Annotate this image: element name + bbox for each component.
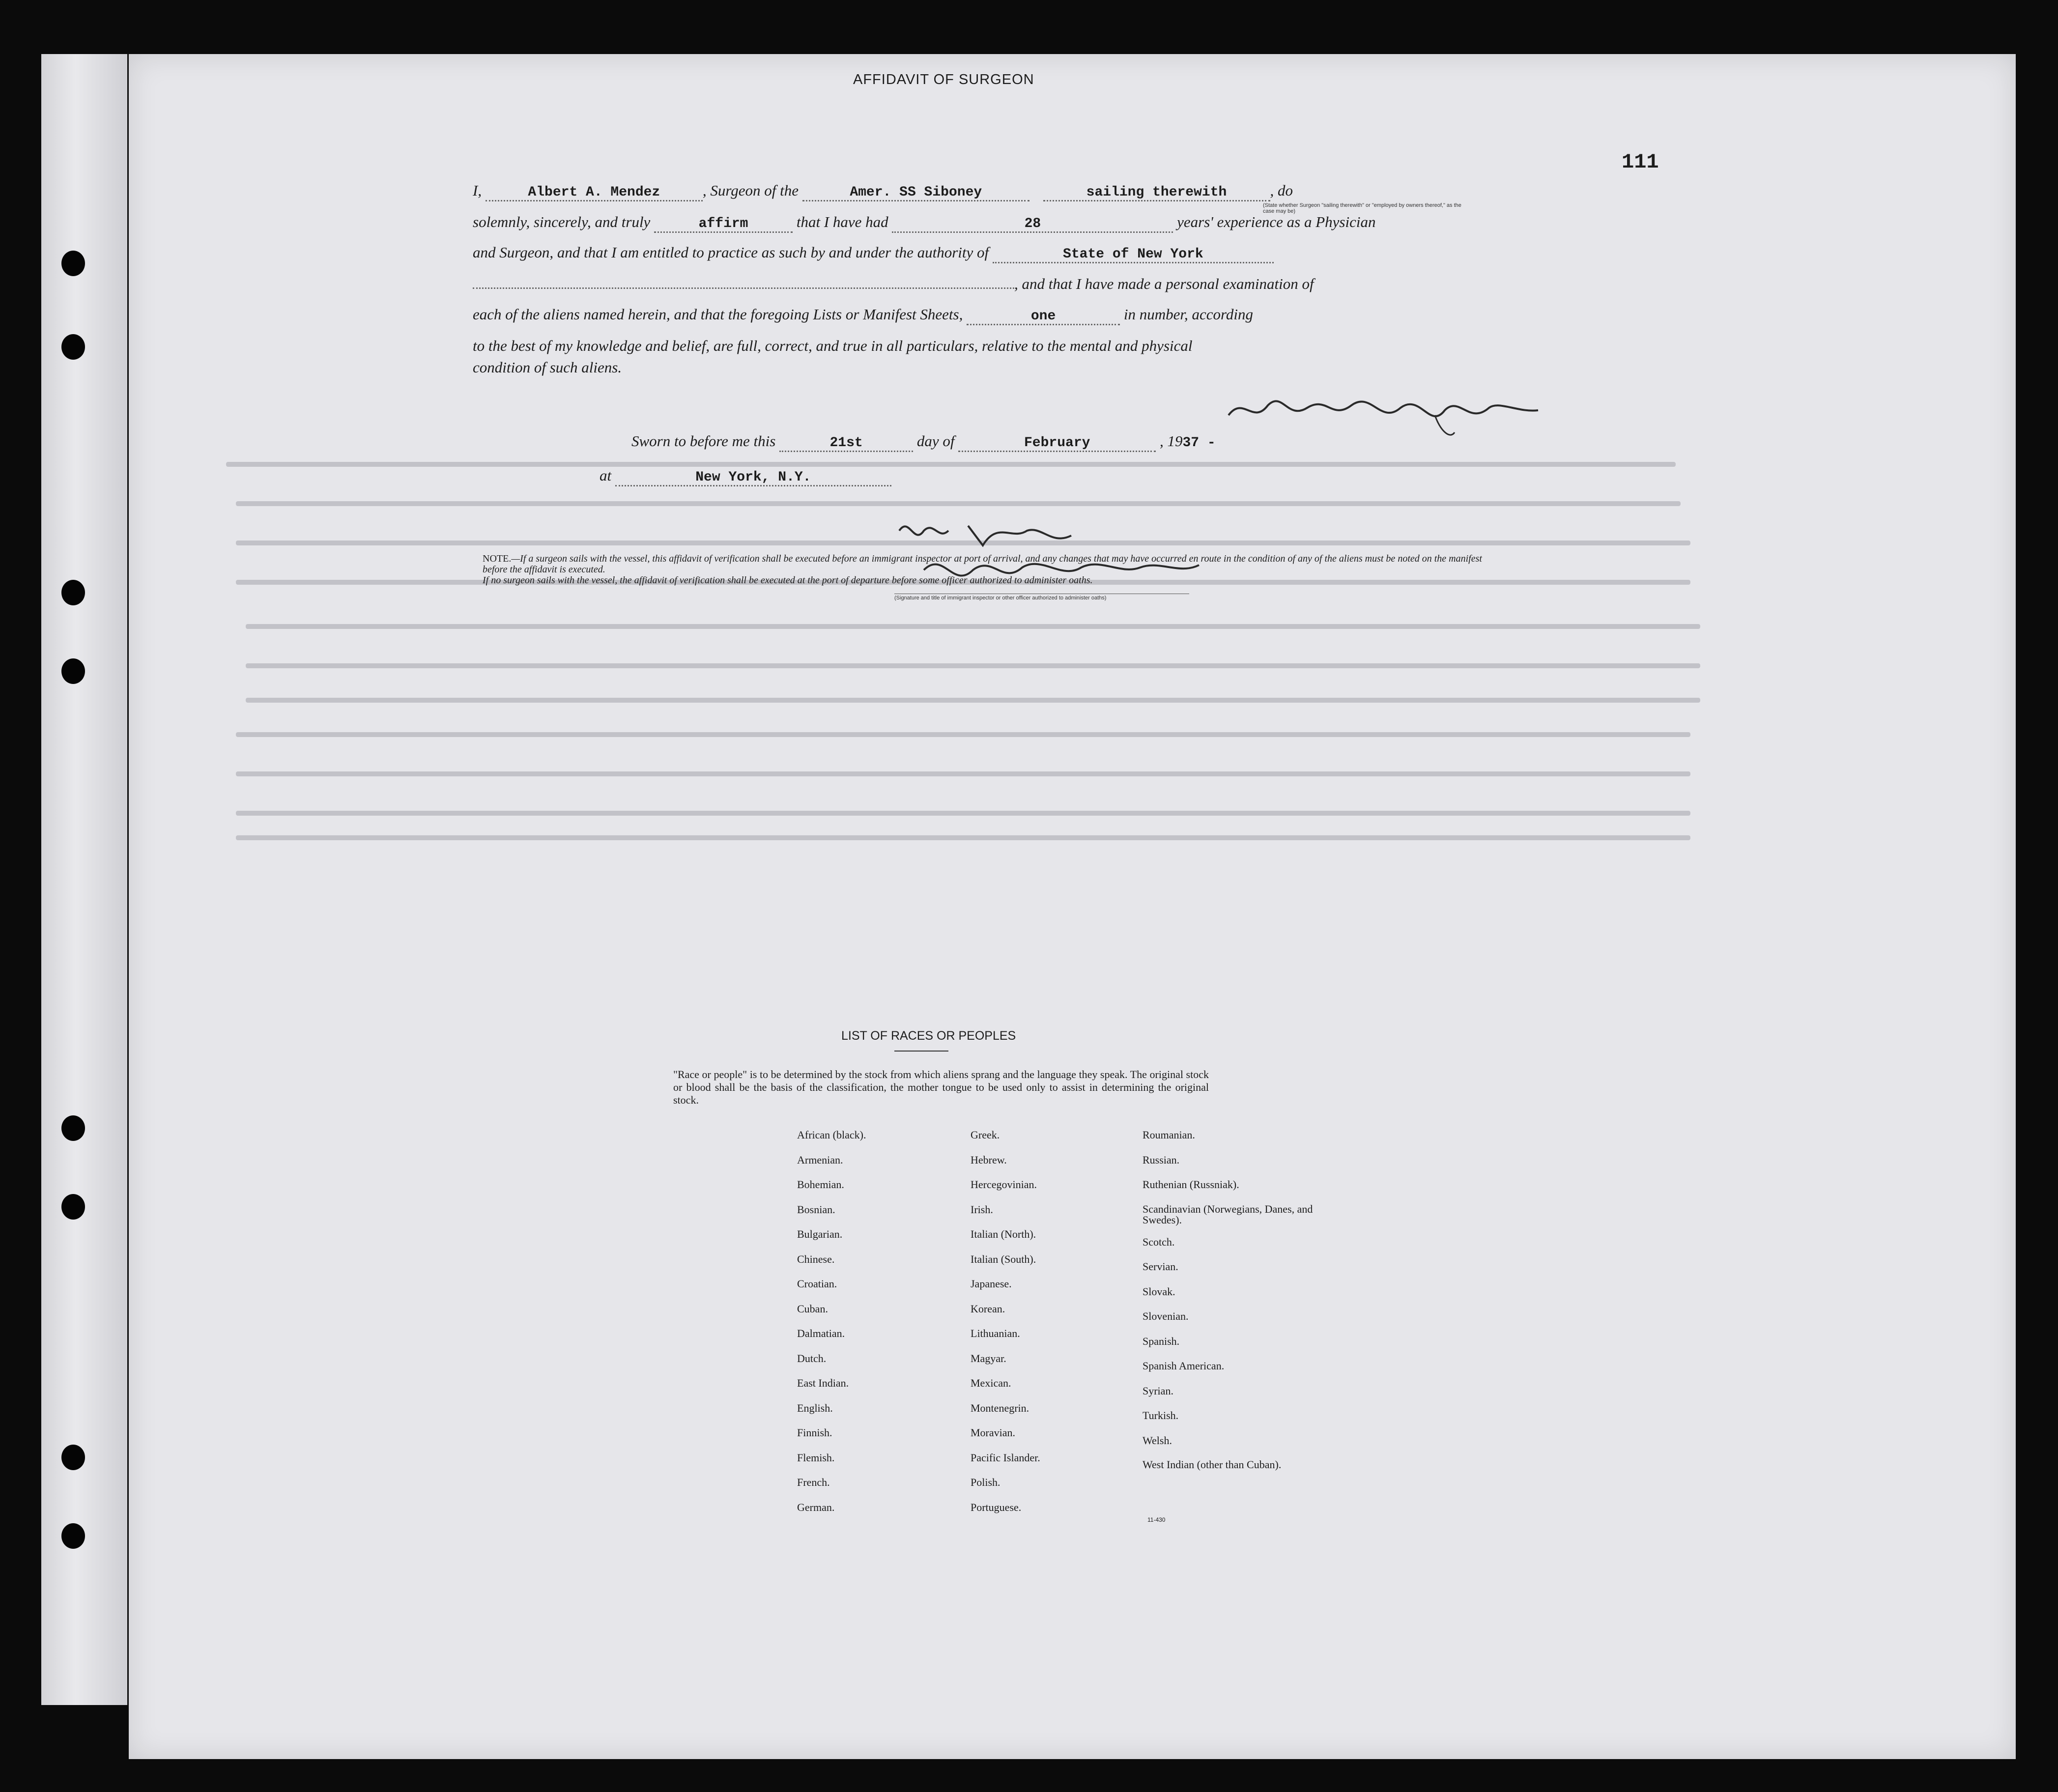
sailing-note: (State whether Surgeon "sailing therewith" or "employed by owners thereof," as the case may be) — [1263, 202, 1461, 214]
page-number: 111 — [1622, 150, 1659, 174]
race-item: Lithuanian. — [971, 1327, 1020, 1339]
binder-hole — [61, 1115, 85, 1141]
race-item: Slovenian. — [1143, 1310, 1189, 1322]
races-intro: "Race or people" is to be determined by the stock from which aliens sprang and the language they speak. The original stock or blood shall be the basis of the classification, the mother tongue to be used only to assist in determining the original stock. — [673, 1068, 1209, 1106]
binder-hole — [61, 658, 85, 684]
race-item: Korean. — [971, 1302, 1005, 1315]
sailing-status-field: sailing therewith — [1043, 185, 1270, 201]
signature-caption: (Signature and title of immigrant inspector or other officer authorized to administer oaths) — [894, 594, 1189, 601]
affidavit-title: AFFIDAVIT OF SURGEON — [853, 72, 1034, 87]
place-field: New York, N.Y. — [615, 470, 891, 486]
affidavit-note: NOTE.—If a surgeon sails with the vessel, this affidavit of verification shall be executed before an immigrant inspector at port of arrival, and any changes that may have occurred en route in the condition of any of the aliens must be noted on the manifest before the affidavit is executed. If no surgeon sails with the vessel, the affidavit of verification shall be executed at the port of departure before some officer authorized to administer oaths. — [483, 553, 1482, 586]
affidavit-line-3: and Surgeon, and that I am entitled to practice as such by and under the authority of State of New York — [473, 244, 1274, 263]
race-item: Servian. — [1143, 1260, 1178, 1273]
race-item: Bosnian. — [797, 1203, 835, 1216]
race-item: Syrian. — [1143, 1384, 1173, 1397]
affidavit-line-2: solemnly, sincerely, and truly affirm that I have had 28 years' experience as a Physician — [473, 213, 1375, 233]
race-item: Finnish. — [797, 1426, 832, 1439]
race-item: Roumanian. — [1143, 1129, 1195, 1141]
race-item: Flemish. — [797, 1451, 835, 1464]
race-item: Irish. — [971, 1203, 993, 1216]
race-item: German. — [797, 1501, 835, 1513]
affidavit-line-5: each of the aliens named herein, and that the foregoing Lists or Manifest Sheets, one in number, according — [473, 306, 1253, 325]
race-item: Mexican. — [971, 1377, 1011, 1389]
race-item: Pacific Islander. — [971, 1451, 1040, 1464]
affidavit-line-7: condition of such aliens. — [473, 359, 622, 376]
binder-hole — [61, 1445, 85, 1470]
place-line: at New York, N.Y. — [600, 467, 891, 486]
race-item: Russian. — [1143, 1153, 1180, 1166]
race-item: Scandinavian (Norwegians, Danes, and Swedes). — [1143, 1202, 1313, 1226]
race-item: Dalmatian. — [797, 1327, 845, 1339]
race-item: Greek. — [971, 1129, 1000, 1141]
race-item: Portuguese. — [971, 1501, 1022, 1513]
race-item: Dutch. — [797, 1352, 827, 1365]
race-item: African (black). — [797, 1129, 866, 1141]
race-item: Italian (South). — [971, 1252, 1036, 1265]
authority-field: State of New York — [993, 247, 1274, 263]
race-item: Magyar. — [971, 1352, 1006, 1365]
ship-name-field: Amer. SS Siboney — [802, 185, 1029, 201]
binder-hole — [61, 1523, 85, 1549]
binder-hole — [61, 1194, 85, 1220]
races-rule — [894, 1051, 948, 1052]
sworn-line: Sworn to before me this 21st day of February , 1937 - — [631, 432, 1216, 452]
races-column-3 — [1143, 1129, 1324, 1484]
race-item: Polish. — [971, 1476, 1000, 1488]
sworn-month-field: February — [958, 435, 1156, 452]
race-item: Japanese. — [971, 1278, 1012, 1290]
race-item: Chinese. — [797, 1252, 835, 1265]
race-item: Hercegovinian. — [971, 1178, 1037, 1191]
years-experience-field: 28 — [892, 216, 1173, 233]
binder-hole — [61, 334, 85, 360]
binder-hole — [61, 251, 85, 276]
surgeon-name-field: Albert A. Mendez — [486, 185, 703, 201]
race-item: Croatian. — [797, 1278, 837, 1290]
race-item: Spanish American. — [1143, 1360, 1225, 1372]
race-item: Bulgarian. — [797, 1228, 843, 1240]
binder-hole — [61, 580, 85, 605]
races-column-1 — [797, 1129, 959, 1526]
race-item: Bohemian. — [797, 1178, 844, 1191]
race-item: Italian (North). — [971, 1228, 1036, 1240]
sworn-day-field: 21st — [779, 435, 913, 452]
race-item: East Indian. — [797, 1377, 849, 1389]
race-item: Armenian. — [797, 1153, 843, 1166]
affidavit-line-1: I, Albert A. Mendez , Surgeon of the Amer. SS Siboney sailing therewith , do — [473, 182, 1293, 201]
race-item: Moravian. — [971, 1426, 1016, 1439]
race-item: Turkish. — [1143, 1409, 1179, 1422]
form-code: 11-430 — [1147, 1516, 1166, 1523]
affidavit-line-6: to the best of my knowledge and belief, are full, correct, and true in all particulars, relative to the mental and physical — [473, 337, 1193, 354]
sheets-count-field: one — [967, 309, 1120, 325]
race-item: Slovak. — [1143, 1285, 1175, 1298]
race-item: Welsh. — [1143, 1434, 1172, 1447]
affidavit-line-4: , and that I have made a personal examination of — [473, 275, 1314, 293]
oath-type-field: affirm — [654, 216, 793, 233]
race-item: Scotch. — [1143, 1235, 1175, 1248]
race-item: Cuban. — [797, 1302, 828, 1315]
race-item: Spanish. — [1143, 1335, 1180, 1347]
race-item: French. — [797, 1476, 830, 1488]
race-item: West Indian (other than Cuban). — [1143, 1458, 1282, 1471]
race-item: English. — [797, 1401, 833, 1414]
sworn-year-field: 37 - — [1182, 435, 1216, 451]
races-column-2 — [971, 1129, 1138, 1526]
races-title: LIST OF RACES OR PEOPLES — [841, 1029, 1016, 1043]
race-item: Hebrew. — [971, 1153, 1007, 1166]
race-item: Ruthenian (Russniak). — [1143, 1178, 1239, 1191]
race-item: Montenegrin. — [971, 1401, 1029, 1414]
surgeon-signature — [1224, 386, 1543, 442]
